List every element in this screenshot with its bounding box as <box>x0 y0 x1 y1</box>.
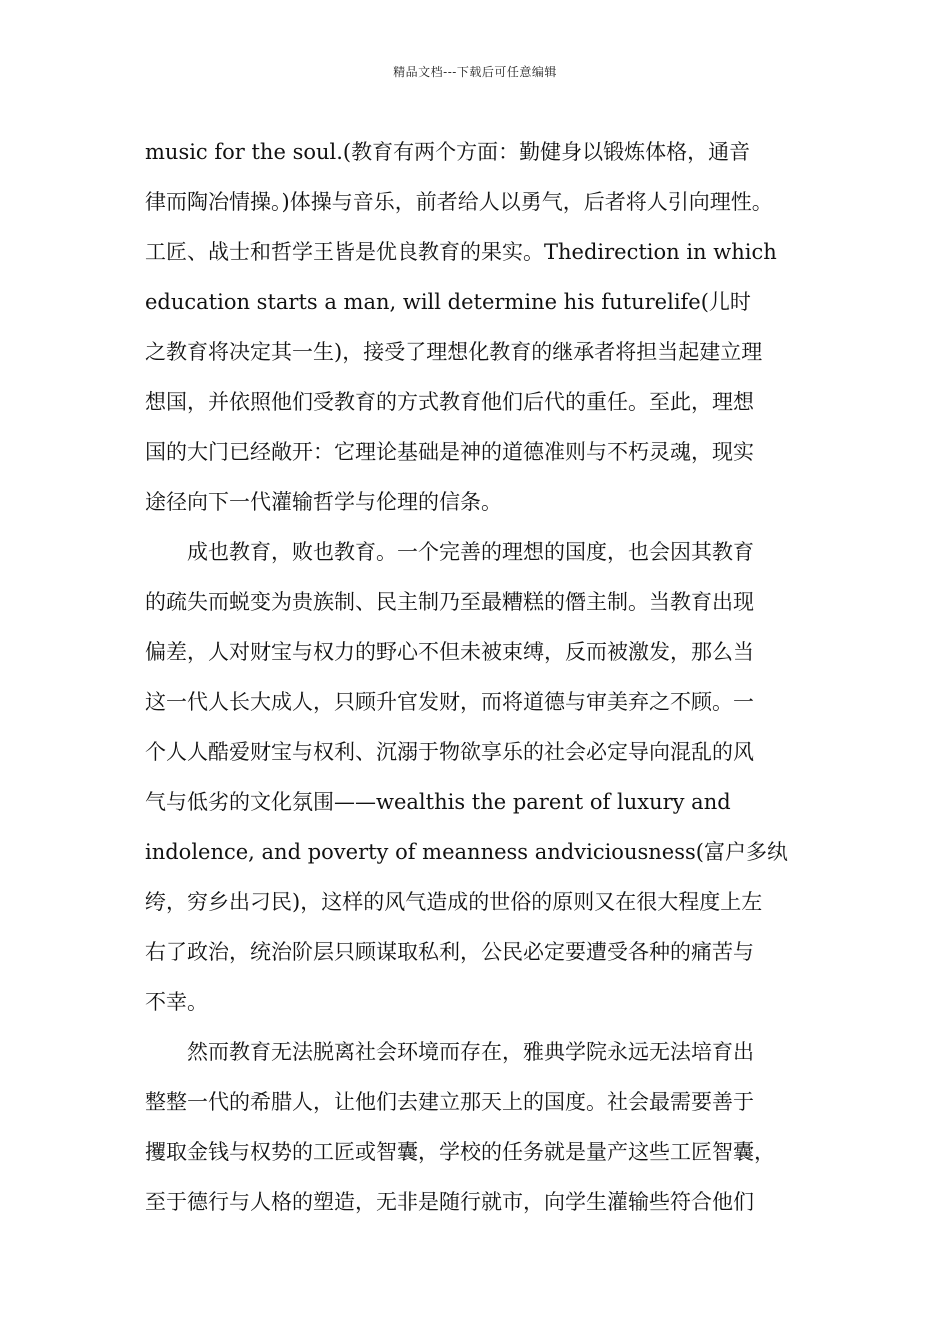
page-header: 精品文档---下载后可任意编辑 <box>393 65 557 79</box>
text-line: 然而教育无法脱离社会环境而存在，雅典学院永远无法培育出 <box>145 1040 754 1064</box>
text-line: 工匠、战士和哲学王皆是优良教育的果实。Thedirection in which <box>145 240 777 264</box>
text-line: 整整一代的希腊人，让他们去建立那天上的国度。社会最需要善于 <box>145 1090 754 1114</box>
text-line: 偏差，人对财宝与权力的野心不但未被束缚，反而被激发，那么当 <box>145 640 754 664</box>
text-line: 绔，穷乡出刁民)，这样的风气造成的世俗的原则又在很大程度上左 <box>145 890 763 914</box>
text-line: 右了政治，统治阶层只顾谋取私利，公民必定要遭受各种的痛苦与 <box>145 940 754 964</box>
text-line: education starts a man, will determine his futurelife(儿时 <box>145 290 751 314</box>
text-line: 攫取金钱与权势的工匠或智囊，学校的任务就是量产这些工匠智囊， <box>145 1140 775 1164</box>
text-line: 的疏失而蜕变为贵族制、民主制乃至最糟糕的僭主制。当教育出现 <box>145 590 754 614</box>
text-line: 至于德行与人格的塑造，无非是随行就市，向学生灌输些符合他们 <box>145 1190 754 1214</box>
text-line: 个人人酷爱财宝与权利、沉溺于物欲享乐的社会必定导向混乱的风 <box>145 740 754 764</box>
text-line: 这一代人长大成人，只顾升官发财，而将道德与审美弃之不顾。一 <box>145 690 754 714</box>
text-line: 律而陶冶情操。)体操与音乐，前者给人以勇气，后者将人引向理性。 <box>145 190 773 214</box>
text-line: music for the soul.(教育有两个方面：勤健身以锻炼体格，通音 <box>145 140 751 164</box>
text-line: indolence, and poverty of meanness andviciousness(富户多纨 <box>145 840 788 864</box>
text-line: 想国，并依照他们受教育的方式教育他们后代的重任。至此，理想 <box>145 390 754 414</box>
text-line: 途径向下一代灌输哲学与伦理的信条。 <box>145 490 502 514</box>
text-line: 气与低劣的文化氛围——wealthis the parent of luxury and <box>145 790 731 814</box>
text-line: 成也教育，败也教育。一个完善的理想的国度，也会因其教育 <box>145 540 754 564</box>
document-body <box>145 127 810 1227</box>
text-line: 国的大门已经敞开：它理论基础是神的道德准则与不朽灵魂，现实 <box>145 440 754 464</box>
text-line: 不幸。 <box>145 990 208 1014</box>
text-line: 之教育将决定其一生)，接受了理想化教育的继承者将担当起建立理 <box>145 340 763 364</box>
